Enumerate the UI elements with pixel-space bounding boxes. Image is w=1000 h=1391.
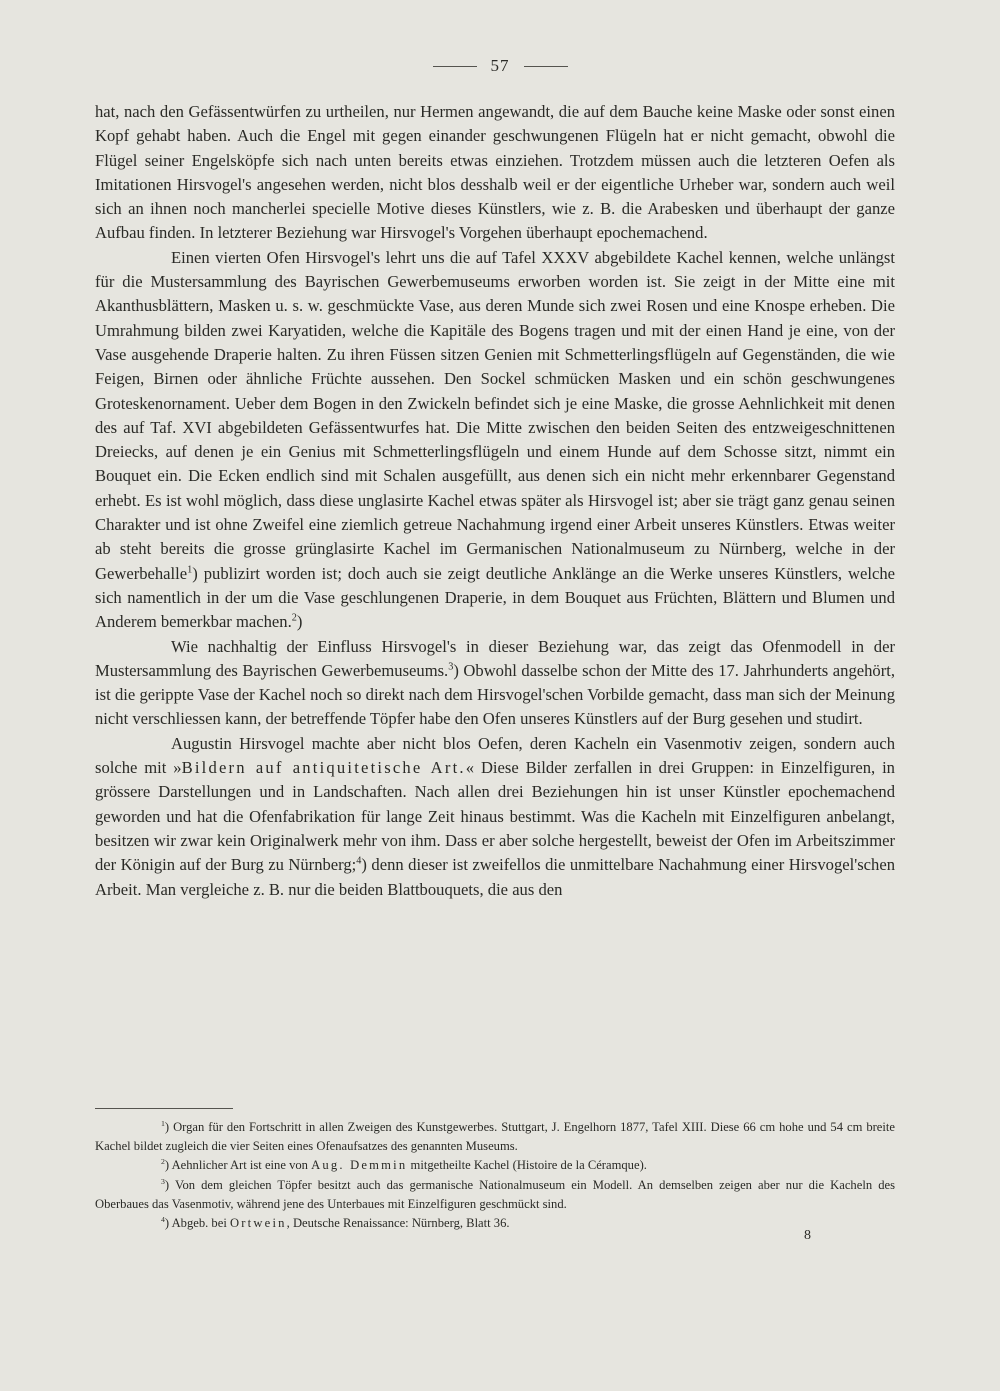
paragraph-2-text: Einen vierten Ofen Hirsvogel's lehrt uns die auf Tafel XXXV abgebildete Kachel kennen, welche unlängst für die Mustersammlung des Bayrischen Gewerbemuseums erworben worden ist. Sie zeigt in der Mitte eine mit Akanthusblättern, Masken u. s. w. geschmückte Vase, aus deren Munde sich zwei Rosen und eine Knospe erheben. Die Umrahmung bilden zwei Karyatiden, welche die Kapitäle des Bogens tragen und mit der einen Hand je eine, von der Vase ausgehende Draperie halten. Zu ihren Füssen sitzen Genien mit Schmetterlingsflügeln auf Gegenständen, die wie Feigen, Birnen oder ähnliche Früchte aussehen. Den Sockel schmücken Masken und ein schön geschwungenes Groteskenornament. Ueber dem Bogen in den Zwickeln befindet sich je eine Maske, die grosse Aehnlichkeit mit denen des auf Taf. XVI abgebildeten Gefässentwurfes hat. Die Mitte zwischen den beiden Seiten des entzweigeschnittenen Dreiecks, auf denen je ein Genius mit Schmetterlingsflügeln und einem Hunde auf dem Schosse sitzt, nimmt ein Bouquet ein. Die Ecken endlich sind mit Schalen ausgefüllt, aus denen sich ein nicht mehr erkennbarer Gegenstand erhebt. Es ist wohl möglich, dass diese unglasirte Kachel etwas später als Hirsvogel ist; aber sie trägt ganz genau seinen Charakter und ist ohne Zweifel eine ziemlich getreue Nachahmung irgend einer Arbeit unseres Künstlers. Etwas weiter ab steht bereits die grosse grünglasirte Kachel im Germanischen Nationalmuseum zu Nürnberg, welche in der Gewerbehalle <box>95 247 895 583</box>
footnote-ref-1: 1 <box>187 564 193 576</box>
footnote-3: $^3$) Von dem gleichen Töpfer besitzt auch das germanische Nationalmuseum ein Modell. An demselben zeigen aber nur die Kacheln des Oberbaues das Vasenmotiv, während jene des Unterbaues mit Einzelfiguren geschmückt sind. <box>95 1176 895 1211</box>
footnote-ref-1-close: ) <box>192 563 198 583</box>
paragraph-1: hat, nach den Gefässentwürfen zu urtheilen, nur Hermen angewandt, die auf dem Bauche keine Maske oder sonst einen Kopf gehabt haben. Auch die Engel mit gegen einander geschwungenen Flügeln hat er nicht gemacht, obwohl die Flügel seiner Engelsköpfe sich nach unten bereits etwas einziehen. Trotzdem müssen auch die letzteren Oefen als Imitationen Hirsvogel's angesehen werden, nicht blos desshalb weil er der eigentliche Urheber war, sondern auch weil sich an ihnen noch mancherlei specielle Motive dieses Künstlers, wie z. B. die Arabesken und überhaupt der ganze Aufbau finden. In letzterer Beziehung war Hirsvogel's Vorgehen überhaupt epochemachend. <box>95 102 895 243</box>
paragraph-4-text: Augustin Hirsvogel machte aber nicht blos Oefen, deren Kacheln ein Vasenmotiv zeigen, sondern auch solche mit » <box>95 733 895 778</box>
footnote-1: $^1$) Organ für den Fortschritt in allen Zweigen des Kunstgewerbes. Stuttgart, J. Engelhorn 1877, Tafel XIII. Diese 66 cm hohe und 54 cm breite Kachel bildet zugleich die vier Seiten eines Ofenaufsatzes des genannten Museums. <box>95 1118 895 1154</box>
footnote-ref-4: 4 <box>356 855 362 867</box>
body-text <box>95 100 895 902</box>
header-rule-right <box>524 66 568 67</box>
paragraph-4 <box>95 732 895 902</box>
paragraph-4-quote-close: « <box>465 758 481 778</box>
footnote-4: $^4$) Abgeb. bei Ortwein, Deutsche Renaissance: Nürnberg, Blatt 36. <box>161 1214 510 1231</box>
paragraph-3-tail: Obwohl dasselbe schon der Mitte des 17. Jahrhunderts angehört, ist die gerippte Vase der Kachel noch so direkt nach dem Hirsvogel'schen Vorbilde gemacht, dass man sich der Meinung nicht verschliessen kann, der betreffende Töpfer habe den Ofen unseres Künstlers auf der Burg gesehen und studirt. <box>95 660 895 729</box>
paragraph-4-spaced-phrase: Bildern auf antiquitetische Art. <box>181 758 466 778</box>
footnote-ref-2-close: ) <box>296 612 303 632</box>
paragraph-3 <box>95 635 895 732</box>
footnote-ref-3-close: ) <box>453 660 459 680</box>
footnote-separator <box>95 1108 233 1109</box>
paragraph-3-text: Wie nachhaltig der Einfluss Hirsvogel's in dieser Beziehung war, das zeigt das Ofenmodell in der Mustersammlung des Bayrischen Gewerbemuseums. <box>95 636 895 680</box>
footnote-ref-2: 2 <box>291 612 297 624</box>
signature-mark: 8 <box>804 1228 811 1243</box>
page-number: 57 <box>490 56 510 75</box>
paragraph-2 <box>95 246 895 635</box>
paragraph-2-tail: publizirt worden ist; doch auch sie zeigt deutliche Anklänge an die Werke unseres Künstlers, welche sich namentlich in der um die Vase geschlungenen Draperie, in dem Bouquet aus Früchten, Blättern und Blumen und Anderem bemerkbar machen. <box>95 563 895 632</box>
footnote-2: $^2$) Aehnlicher Art ist eine von Aug. Demmin mitgetheilte Kachel (Histoire de la Céramque). <box>161 1157 647 1173</box>
footnote-ref-3: 3 <box>448 661 454 673</box>
header-rule-left <box>433 66 477 67</box>
footnotes <box>95 1118 895 1233</box>
footnote-ref-4-close: ) <box>361 855 367 875</box>
page-header <box>0 56 1000 76</box>
paragraph-4-continued: Diese Bilder zerfallen in drei Gruppen: in Einzelfiguren, in grössere Darstellungen und in Landschaften. Nach allen drei Beziehungen hin ist unser Künstler epochemachend geworden und hat die Ofenfabrikation für lange Zeit hinaus bestimmt. Was die Kacheln mit Einzelfiguren anbelangt, besitzen wir zwar kein Originalwerk mehr von ihm. Dass er aber solche hergestellt, beweist der Ofen im Arbeitszimmer der Königin auf der Burg zu Nürnberg; <box>95 758 895 875</box>
paragraph-4-tail: denn dieser ist zweifellos die unmittelbare Nachahmung einer Hirsvogel'schen Arbeit. Man vergleiche z. B. nur die beiden Blattbouquets, die aus den <box>95 855 895 899</box>
